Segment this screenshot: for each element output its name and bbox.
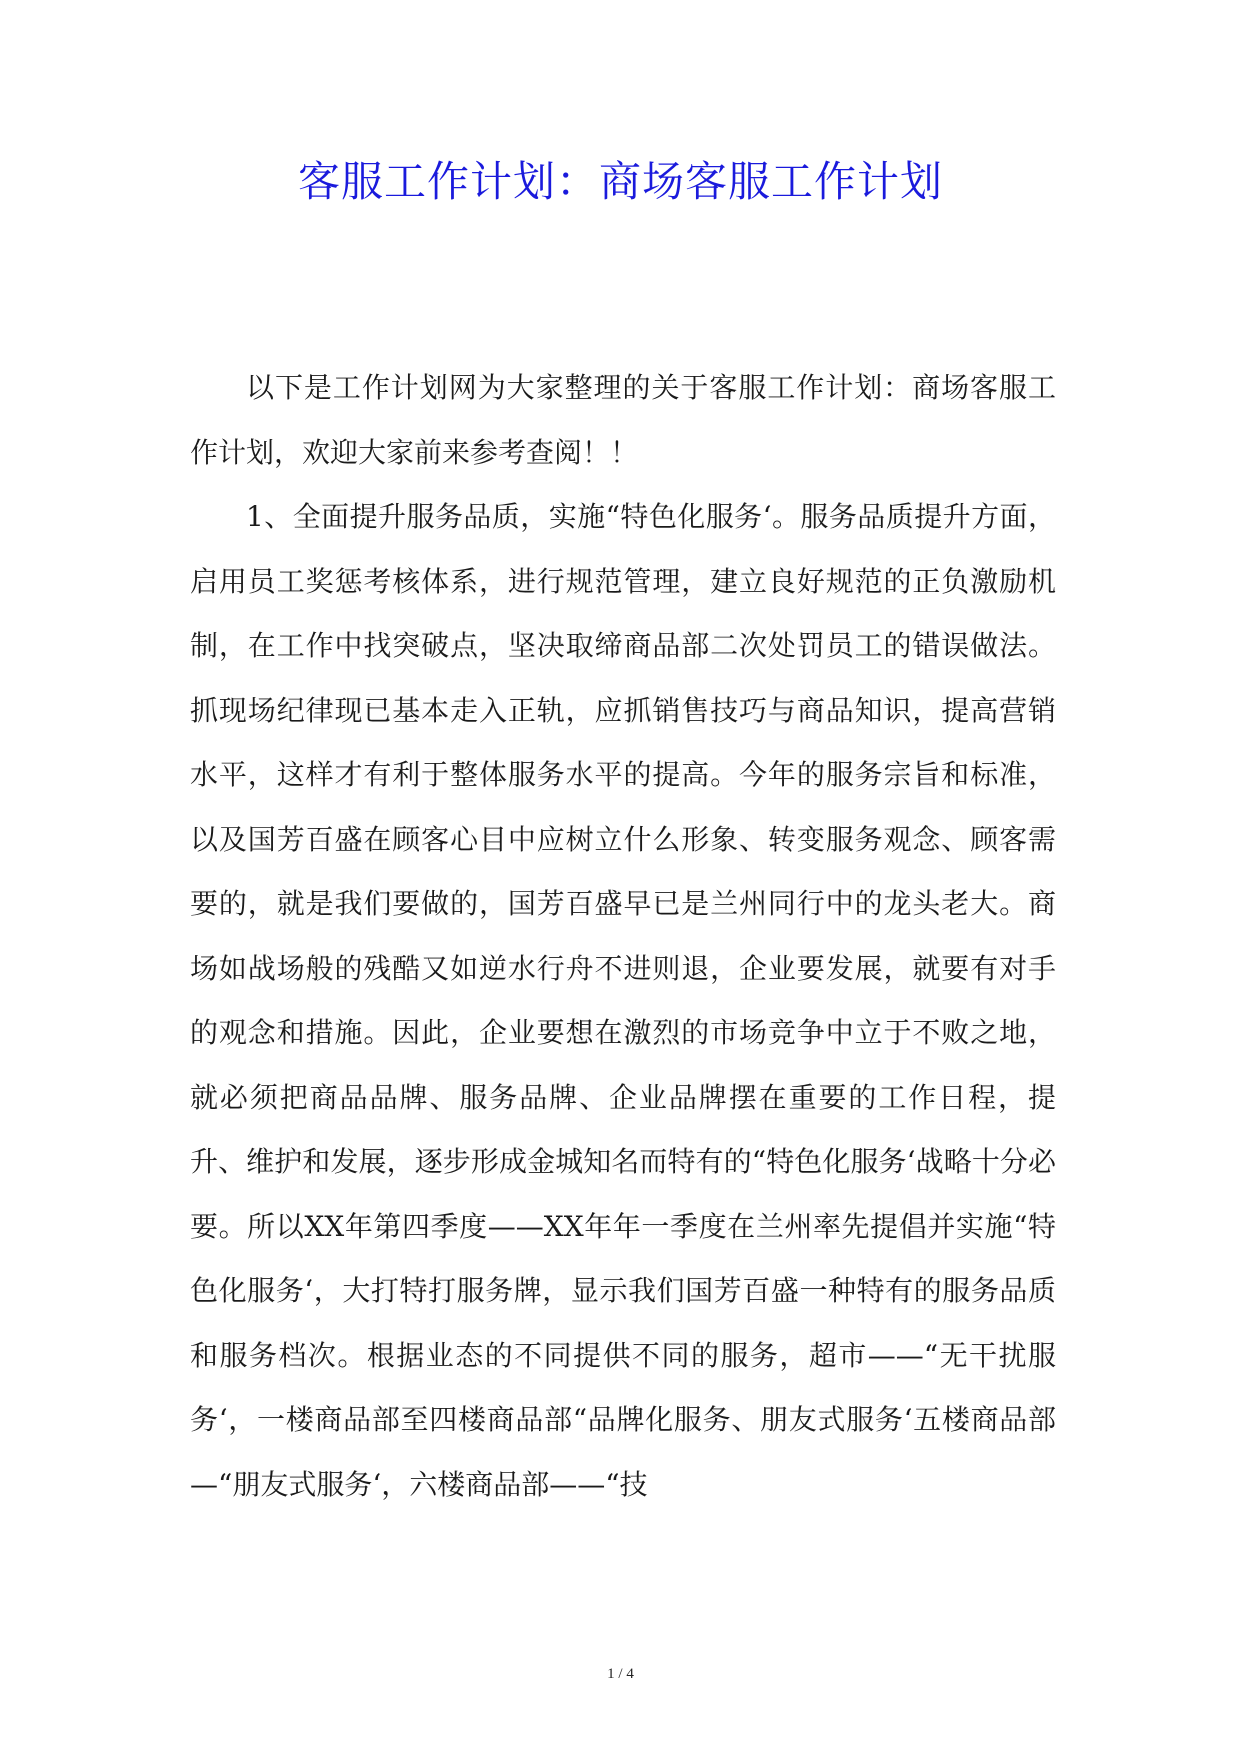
document-body: [190, 356, 1056, 1517]
paragraph-intro: 以下是工作计划网为大家整理的关于客服工作计划：商场客服工作计划，欢迎大家前来参考查阅！！: [190, 371, 1056, 469]
page-number: 1 / 4: [607, 1666, 634, 1682]
paragraph-item-1: 1、全面提升服务品质，实施“特色化服务‘。服务品质提升方面，启用员工奖惩考核体系，进行规范管理，建立良好规范的正负激励机制，在工作中找突破点，坚决取缔商品部二次处罚员工的错误做法。抓现场纪律现已基本走入正轨，应抓销售技巧与商品知识，提高营销水平，这样才有利于整体服务水平的提高。今年的服务宗旨和标准，以及国芳百盛在顾客心目中应树立什么形象、转变服务观念、顾客需要的，就是我们要做的，国芳百盛早已是兰州同行中的龙头老大。商场如战场般的残酷又如逆水行舟不进则退，企业要发展，就要有对手的观念和措施。因此，企业要想在激烈的市场竞争中立于不败之地，就必须把商品品牌、服务品牌、企业品牌摆在重要的工作日程，提升、维护和发展，逐步形成金城知名而特有的“特色化服务‘战略十分必要。所以XX年第四季度——XX年年一季度在兰州率先提倡并实施“特色化服务‘，大打特打服务牌，显示我们国芳百盛一种特有的服务品质和服务档次。根据业态的不同提供不同的服务，超市——“无干扰服务‘，一楼商品部至四楼商品部“品牌化服务、朋友式服务‘五楼商品部—“朋友式服务‘，六楼商品部——“技: [190, 500, 1056, 1501]
document-title: 客服工作计划：商场客服工作计划: [297, 157, 943, 206]
